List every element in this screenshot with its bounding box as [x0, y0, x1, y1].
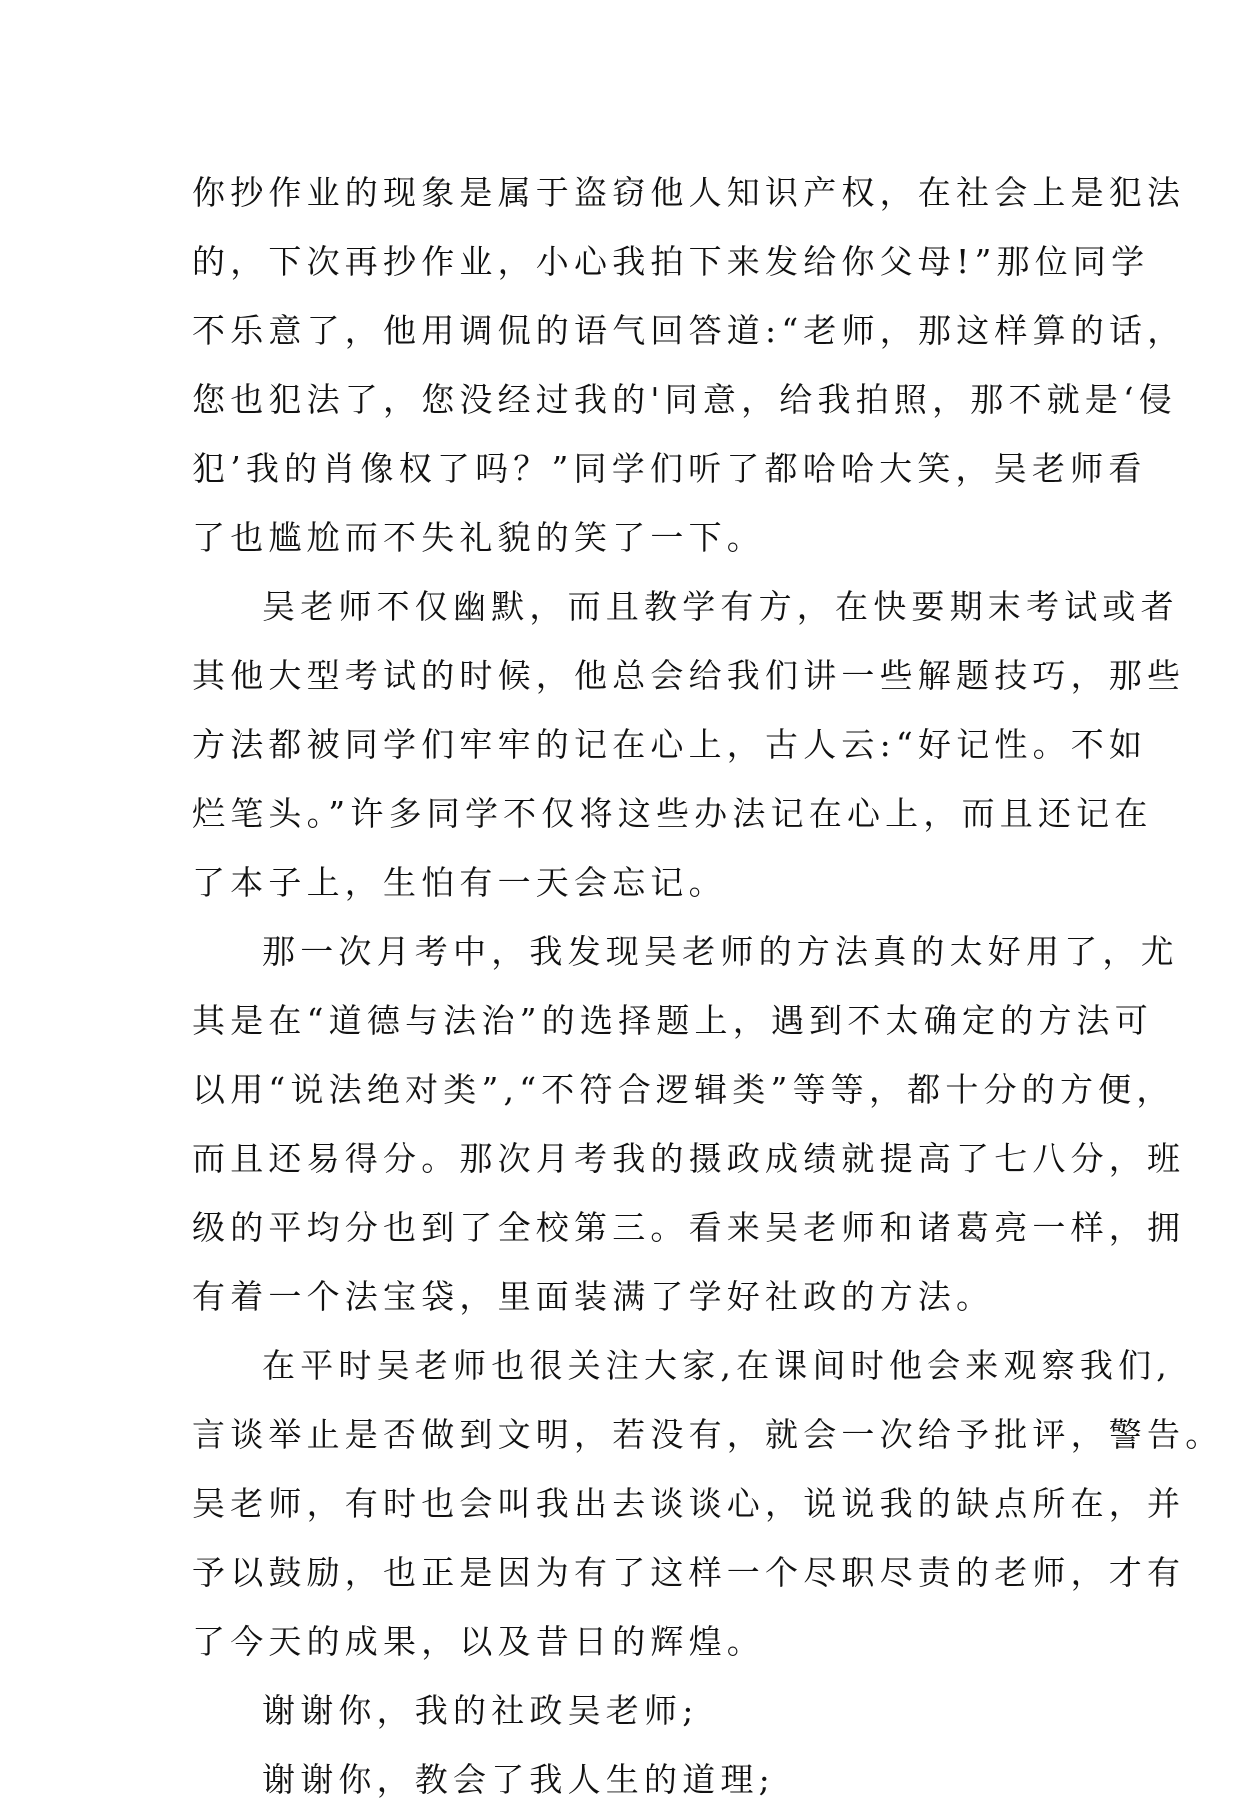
text-line: 犯’我的肖像权了吗？”同学们听了都哈哈大笑，吴老师看: [192, 449, 1147, 488]
text-line: 言谈举止是否做到文明，若没有，就会一次给予批评，警告。: [192, 1415, 1224, 1454]
text-line: 了本子上，生怕有一天会忘记。: [192, 863, 727, 902]
text-line: 了今天的成果，以及昔日的辉煌。: [192, 1622, 765, 1661]
text-line: 谢谢你，教会了我人生的道理;: [262, 1760, 775, 1799]
text-line: 其他大型考试的时候，他总会给我们讲一些解题技巧，那些: [192, 656, 1186, 695]
text-line: 有着一个法宝袋，里面装满了学好社政的方法。: [192, 1277, 995, 1316]
text-line: 你抄作业的现象是属于盗窃他人知识产权，在社会上是犯法: [192, 173, 1186, 212]
text-line: 级的平均分也到了全校第三。看来吴老师和诸葛亮一样，拥: [192, 1208, 1186, 1247]
text-line: 谢谢你，我的社政吴老师;: [262, 1691, 699, 1730]
text-line: 在平时吴老师也很关注大家,在课间时他会来观察我们,: [262, 1346, 1172, 1385]
text-line: 其是在“道德与法治”的选择题上，遇到不太确定的方法可: [192, 1001, 1153, 1040]
text-line: 方法都被同学们牢牢的记在心上，古人云:“好记性。不如: [192, 725, 1148, 764]
text-line: 吴老师，有时也会叫我出去谈谈心，说说我的缺点所在，并: [192, 1484, 1186, 1523]
text-line: 不乐意了，他用调侃的语气回答道:“老师，那这样算的话，: [192, 311, 1186, 350]
text-line: 吴老师不仅幽默，而且教学有方，在快要期末考试或者: [262, 587, 1179, 626]
text-line: 予以鼓励，也正是因为有了这样一个尽职尽责的老师，才有: [192, 1553, 1186, 1592]
document-body: [192, 158, 1224, 1814]
text-line: 以用“说法绝对类”,“不符合逻辑类”等等，都十分的方便，: [192, 1070, 1175, 1109]
text-line: 烂笔头。”许多同学不仅将这些办法记在心上，而且还记在: [192, 794, 1153, 833]
text-line: 的，下次再抄作业，小心我拍下来发给你父母!”那位同学: [192, 242, 1150, 281]
text-line: 您也犯法了，您没经过我的'同意，给我拍照，那不就是‘侵: [192, 380, 1177, 419]
text-line: 了也尴尬而不失礼貌的笑了一下。: [192, 518, 765, 557]
text-line: 而且还易得分。那次月考我的摄政成绩就提高了七八分，班: [192, 1139, 1186, 1178]
text-line: 那一次月考中，我发现吴老师的方法真的太好用了，尤: [262, 932, 1179, 971]
